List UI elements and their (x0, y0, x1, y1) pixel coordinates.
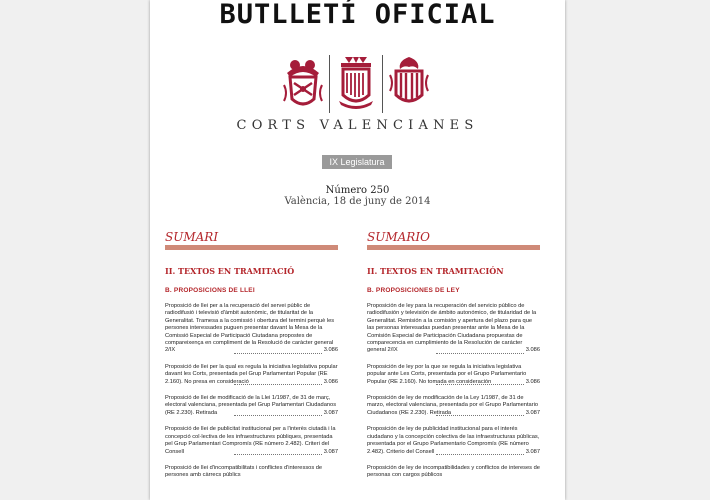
coat-of-arms-right-icon (388, 55, 430, 111)
coat-of-arms-center-icon (335, 55, 377, 111)
subsection-title: B. PROPOSICIONES DE LEY (367, 287, 460, 294)
summary-column-valencian (165, 230, 338, 480)
page-number: 3.087 (323, 448, 338, 455)
page-number: 3.086 (525, 347, 540, 354)
entry-text: Proposició de llei per a la recuperació del servei públic de radiodifusió i televisió d'àmbit autonòmic, de titularitat de la Generalitat. Tramesa a la comissió i obertura del termini perquè les persones interessades puguen presentar davant la Mesa de la Comissió Especial de Participació Ciutadana propostes de compareixença en compliment de la Resolució de caràcter general 2/IX (165, 303, 335, 354)
logo-group (282, 55, 432, 115)
heading-rule (165, 245, 338, 250)
page-number: 3.087 (525, 409, 540, 416)
entry-text: Proposició de llei de modificació de la Llei 1/1987, de 31 de març, electoral valenciana, presentada pel Grup Parlamentari Ciudadanos (RE 2.230). Retirada (165, 395, 337, 416)
legislature-badge: IX Legislatura (322, 155, 392, 169)
issue-number: Número 250 (325, 185, 390, 196)
summary-entry[interactable] (165, 395, 338, 417)
heading-rule (367, 245, 540, 250)
coat-of-arms-left-icon (282, 55, 324, 111)
entry-text: Proposició de llei per la qual es regula la iniciativa legislativa popular davant les Corts, presentada pel Grup Parlamentari Popular (RE 2.160). No presa en consideració (165, 363, 338, 385)
summary-entry[interactable] (165, 465, 338, 480)
issue-date: València, 18 de juny de 2014 (284, 196, 431, 207)
page-number: 3.086 (525, 378, 540, 385)
entry-text: Proposición de ley de publicidad institucional para el interés ciudadano y la concepción colectiva de las infraestructuras públicas, presentada por el Grupo Parlamentario Compromís (RE número 2.482). Criterio del Consell (367, 426, 540, 455)
summary-entry[interactable] (367, 395, 540, 417)
column-heading: SUMARI (165, 230, 219, 244)
page-number: 3.086 (323, 378, 338, 385)
summary-entry[interactable] (367, 364, 540, 386)
page-number: 3.086 (323, 347, 338, 354)
bulletin-page (150, 0, 565, 500)
page-number: 3.087 (525, 448, 540, 455)
summary-entry[interactable] (165, 303, 338, 355)
summary-entry[interactable] (165, 426, 338, 456)
entry-text: Proposición de ley de modificación de la Ley 1/1987, de 31 de marzo, electoral valenciana, presentada por el Grupo Parlamentario Ciudadanos (RE 2.230). Retirada (367, 395, 539, 416)
summary-entry[interactable] (367, 426, 540, 456)
summary-entry[interactable] (367, 303, 540, 355)
logo-divider (329, 55, 330, 113)
entry-text: Proposición de ley por la que se regula la iniciativa legislativa popular ante Les Corts, presentada por el Grupo Parlamentario Popular (RE 2.160). No tomada en consideración (367, 363, 527, 385)
summary-column-spanish (367, 230, 540, 480)
entry-text: Proposición de ley para la recuperación del servicio público de radiodifusión y televisión de ámbito autonómico, de titularidad de la Generalitat. Remisión a la comisión y apertura del plazo para que las personas interesadas puedan presentar ante la Mesa de la Comisión Especial de Participación Ciudadana propuestas de comparecencia en cumplimiento de la Resolución de carácter general 2/IX (367, 303, 537, 354)
institution-name: CORTS VALENCIANES (236, 118, 479, 133)
page-number: 3.087 (323, 409, 338, 416)
summary-entry[interactable] (367, 465, 540, 480)
masthead-title: BUTLLETÍ OFICIAL (219, 0, 496, 30)
logo-divider (382, 55, 383, 113)
entry-text: Proposició de llei de publicitat institucional per a l'interès ciutadà i la concepció col·lectiva de les infraestructures públiques, presentada pel Grup Parlamentari Compromís (RE número 2.482). Criteri del Consell (165, 426, 336, 455)
subsection-title: B. PROPOSICIONS DE LLEI (165, 287, 255, 294)
entry-text: Proposició de llei d'incompatibilitats i conflictes d'interessos de persones amb càrrecs públics (165, 464, 323, 479)
section-title: II. TEXTOS EN TRAMITACIÓ (165, 266, 295, 276)
summary-entry[interactable] (165, 364, 338, 386)
column-heading: SUMARIO (367, 230, 430, 244)
entry-text: Proposición de ley de incompatibilidades y conflictos de intereses de personas con cargos públicos (367, 464, 540, 479)
section-title: II. TEXTOS EN TRAMITACIÓN (367, 266, 504, 276)
